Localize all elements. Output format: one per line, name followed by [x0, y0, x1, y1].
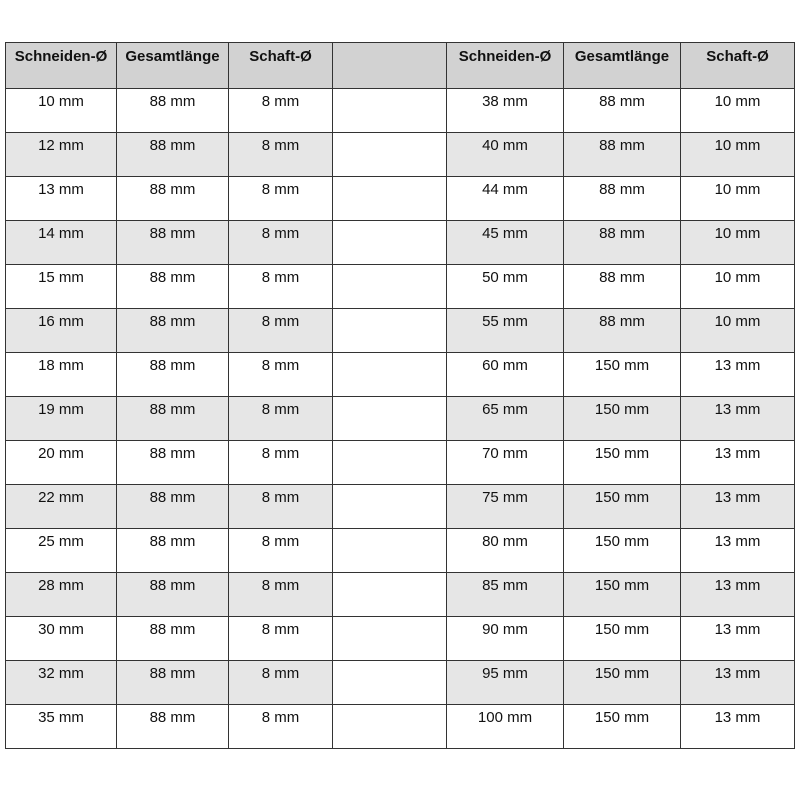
cell-cutting-diameter-right: 38 mm — [447, 89, 564, 133]
cell-spacer — [333, 133, 447, 177]
dimension-table — [5, 42, 795, 749]
cell-shank-diameter-right: 13 mm — [681, 529, 795, 573]
cell-cutting-diameter-left: 20 mm — [6, 441, 117, 485]
cell-shank-diameter-right: 13 mm — [681, 441, 795, 485]
table-row — [6, 353, 795, 397]
table-row — [6, 265, 795, 309]
cell-shank-diameter-right: 10 mm — [681, 177, 795, 221]
table-row — [6, 397, 795, 441]
cell-cutting-diameter-right: 44 mm — [447, 177, 564, 221]
cell-shank-diameter-left: 8 mm — [229, 221, 333, 265]
cell-total-length-left: 88 mm — [117, 89, 229, 133]
cell-cutting-diameter-left: 12 mm — [6, 133, 117, 177]
table-row — [6, 485, 795, 529]
cell-shank-diameter-right: 10 mm — [681, 89, 795, 133]
cell-cutting-diameter-right: 65 mm — [447, 397, 564, 441]
cell-shank-diameter-right: 10 mm — [681, 265, 795, 309]
cell-cutting-diameter-right: 45 mm — [447, 221, 564, 265]
cell-spacer — [333, 397, 447, 441]
table-row — [6, 133, 795, 177]
table-row — [6, 573, 795, 617]
cell-shank-diameter-left: 8 mm — [229, 397, 333, 441]
cell-total-length-left: 88 mm — [117, 485, 229, 529]
table-body — [6, 89, 795, 749]
cell-total-length-right: 150 mm — [564, 529, 681, 573]
cell-total-length-right: 150 mm — [564, 661, 681, 705]
cell-cutting-diameter-left: 10 mm — [6, 89, 117, 133]
cell-cutting-diameter-left: 15 mm — [6, 265, 117, 309]
cell-total-length-right: 88 mm — [564, 309, 681, 353]
cell-cutting-diameter-left: 35 mm — [6, 705, 117, 749]
cell-total-length-right: 150 mm — [564, 485, 681, 529]
table-row — [6, 89, 795, 133]
cell-spacer — [333, 221, 447, 265]
cell-shank-diameter-left: 8 mm — [229, 661, 333, 705]
cell-cutting-diameter-left: 18 mm — [6, 353, 117, 397]
cell-spacer — [333, 441, 447, 485]
header-spacer — [333, 43, 447, 89]
cell-spacer — [333, 661, 447, 705]
cell-spacer — [333, 573, 447, 617]
cell-total-length-left: 88 mm — [117, 177, 229, 221]
cell-cutting-diameter-right: 40 mm — [447, 133, 564, 177]
cell-spacer — [333, 705, 447, 749]
cell-total-length-left: 88 mm — [117, 529, 229, 573]
cell-cutting-diameter-left: 16 mm — [6, 309, 117, 353]
cell-cutting-diameter-right: 85 mm — [447, 573, 564, 617]
cell-shank-diameter-left: 8 mm — [229, 573, 333, 617]
cell-cutting-diameter-right: 80 mm — [447, 529, 564, 573]
cell-cutting-diameter-left: 25 mm — [6, 529, 117, 573]
cell-shank-diameter-right: 10 mm — [681, 221, 795, 265]
header-row — [6, 43, 795, 89]
cell-cutting-diameter-left: 19 mm — [6, 397, 117, 441]
cell-cutting-diameter-left: 32 mm — [6, 661, 117, 705]
table-row — [6, 309, 795, 353]
cell-shank-diameter-left: 8 mm — [229, 705, 333, 749]
cell-total-length-right: 88 mm — [564, 177, 681, 221]
cell-shank-diameter-left: 8 mm — [229, 529, 333, 573]
cell-cutting-diameter-right: 90 mm — [447, 617, 564, 661]
header-total-length-left: Gesamtlänge — [117, 43, 229, 89]
cell-cutting-diameter-right: 60 mm — [447, 353, 564, 397]
header-total-length-right: Gesamtlänge — [564, 43, 681, 89]
cell-shank-diameter-right: 13 mm — [681, 485, 795, 529]
cell-spacer — [333, 89, 447, 133]
cell-total-length-right: 150 mm — [564, 441, 681, 485]
header-shank-diameter-right: Schaft-Ø — [681, 43, 795, 89]
cell-shank-diameter-left: 8 mm — [229, 265, 333, 309]
cell-cutting-diameter-right: 75 mm — [447, 485, 564, 529]
cell-total-length-right: 150 mm — [564, 573, 681, 617]
cell-cutting-diameter-right: 100 mm — [447, 705, 564, 749]
cell-total-length-right: 88 mm — [564, 265, 681, 309]
cell-cutting-diameter-right: 55 mm — [447, 309, 564, 353]
cell-cutting-diameter-left: 22 mm — [6, 485, 117, 529]
cell-total-length-right: 88 mm — [564, 221, 681, 265]
cell-total-length-left: 88 mm — [117, 221, 229, 265]
table-row — [6, 661, 795, 705]
cell-spacer — [333, 177, 447, 221]
header-cutting-diameter-left: Schneiden-Ø — [6, 43, 117, 89]
cell-shank-diameter-left: 8 mm — [229, 441, 333, 485]
cell-cutting-diameter-left: 13 mm — [6, 177, 117, 221]
cell-total-length-right: 150 mm — [564, 353, 681, 397]
cell-total-length-left: 88 mm — [117, 133, 229, 177]
cell-total-length-left: 88 mm — [117, 397, 229, 441]
table-row — [6, 221, 795, 265]
table-row — [6, 441, 795, 485]
cell-spacer — [333, 309, 447, 353]
cell-shank-diameter-left: 8 mm — [229, 89, 333, 133]
cell-total-length-right: 88 mm — [564, 89, 681, 133]
cell-shank-diameter-right: 13 mm — [681, 397, 795, 441]
cell-shank-diameter-left: 8 mm — [229, 485, 333, 529]
cell-cutting-diameter-right: 95 mm — [447, 661, 564, 705]
cell-total-length-right: 88 mm — [564, 133, 681, 177]
cell-total-length-left: 88 mm — [117, 353, 229, 397]
cell-shank-diameter-right: 13 mm — [681, 617, 795, 661]
cell-total-length-left: 88 mm — [117, 661, 229, 705]
cell-shank-diameter-right: 10 mm — [681, 133, 795, 177]
cell-shank-diameter-right: 13 mm — [681, 353, 795, 397]
cell-total-length-left: 88 mm — [117, 309, 229, 353]
cell-shank-diameter-left: 8 mm — [229, 177, 333, 221]
cell-cutting-diameter-right: 50 mm — [447, 265, 564, 309]
cell-shank-diameter-left: 8 mm — [229, 309, 333, 353]
table-row — [6, 705, 795, 749]
cell-spacer — [333, 529, 447, 573]
cell-shank-diameter-left: 8 mm — [229, 353, 333, 397]
table-row — [6, 617, 795, 661]
table-row — [6, 177, 795, 221]
cell-total-length-right: 150 mm — [564, 705, 681, 749]
header-shank-diameter-left: Schaft-Ø — [229, 43, 333, 89]
cell-total-length-left: 88 mm — [117, 573, 229, 617]
cell-shank-diameter-left: 8 mm — [229, 133, 333, 177]
cell-cutting-diameter-left: 30 mm — [6, 617, 117, 661]
cell-spacer — [333, 353, 447, 397]
cell-cutting-diameter-left: 28 mm — [6, 573, 117, 617]
cell-shank-diameter-right: 13 mm — [681, 573, 795, 617]
cell-cutting-diameter-right: 70 mm — [447, 441, 564, 485]
header-cutting-diameter-right: Schneiden-Ø — [447, 43, 564, 89]
cell-total-length-left: 88 mm — [117, 705, 229, 749]
cell-total-length-left: 88 mm — [117, 265, 229, 309]
cell-shank-diameter-right: 13 mm — [681, 661, 795, 705]
cell-total-length-right: 150 mm — [564, 397, 681, 441]
cell-spacer — [333, 265, 447, 309]
cell-shank-diameter-right: 10 mm — [681, 309, 795, 353]
cell-cutting-diameter-left: 14 mm — [6, 221, 117, 265]
cell-total-length-left: 88 mm — [117, 617, 229, 661]
cell-total-length-left: 88 mm — [117, 441, 229, 485]
cell-spacer — [333, 485, 447, 529]
cell-shank-diameter-right: 13 mm — [681, 705, 795, 749]
cell-total-length-right: 150 mm — [564, 617, 681, 661]
cell-spacer — [333, 617, 447, 661]
table-row — [6, 529, 795, 573]
cell-shank-diameter-left: 8 mm — [229, 617, 333, 661]
